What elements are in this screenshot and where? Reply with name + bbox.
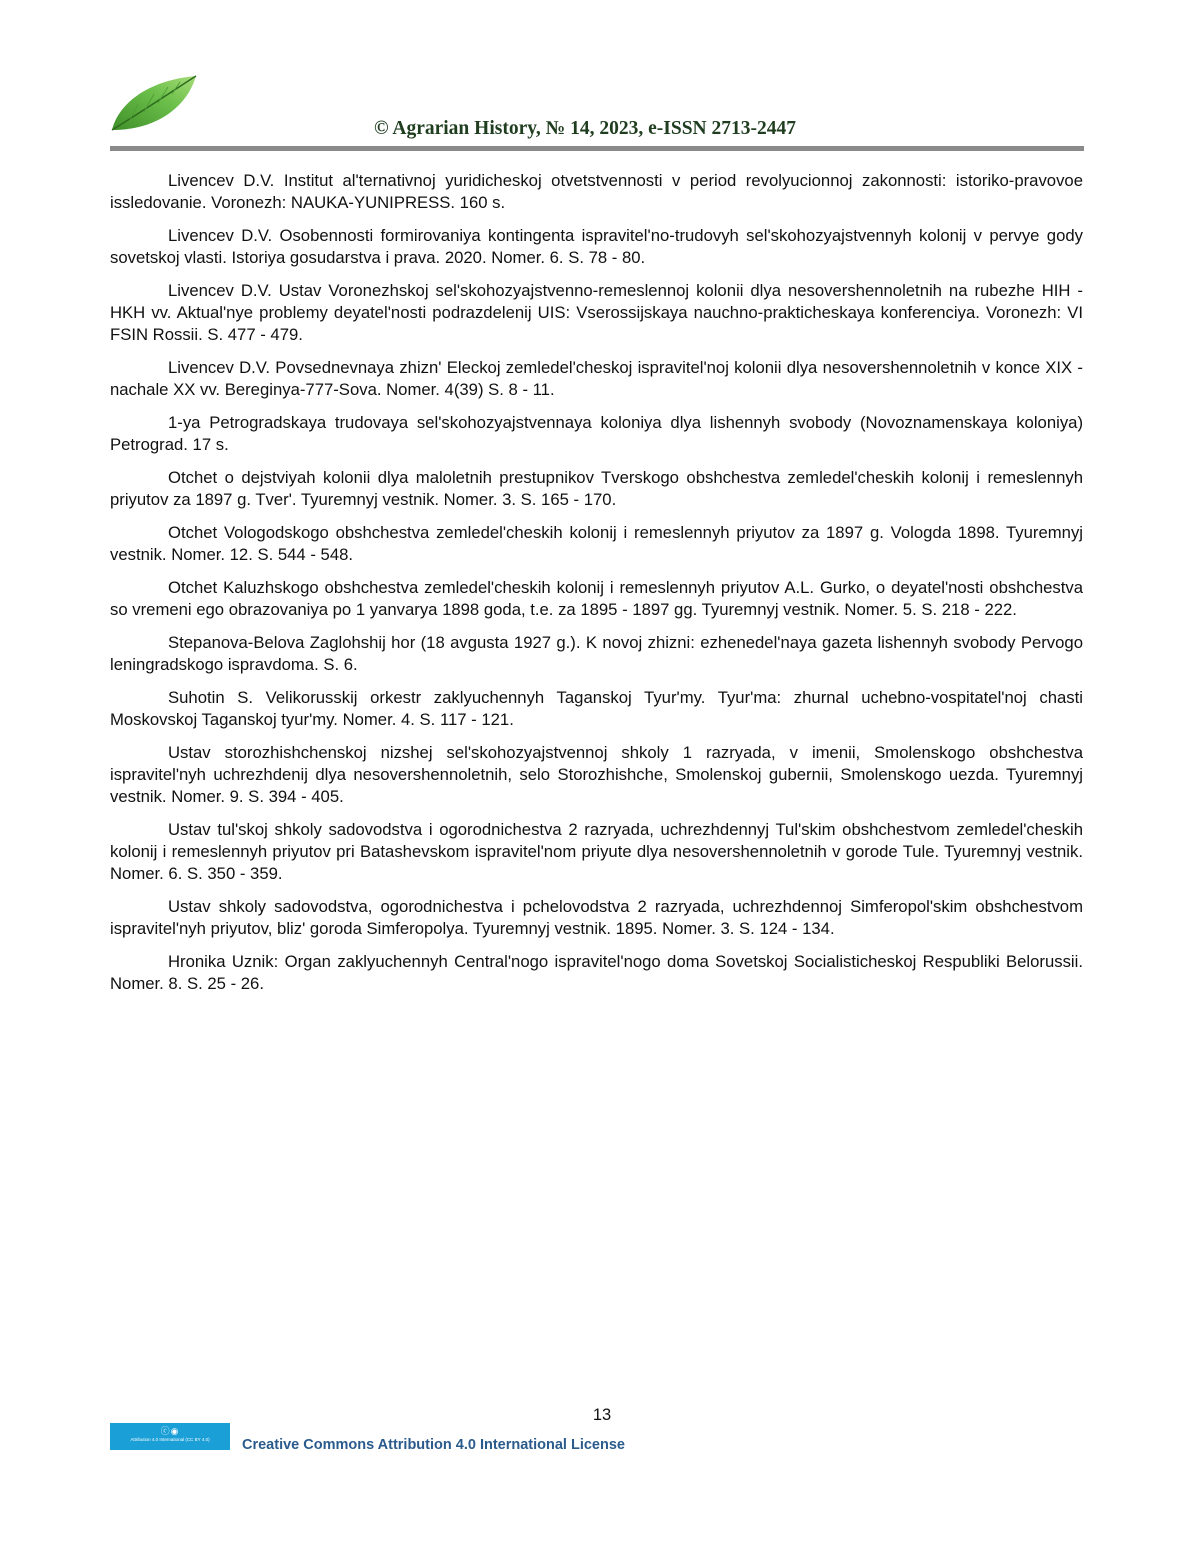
cc-by-badge-icon[interactable] (110, 1423, 230, 1450)
journal-title: © Agrarian History, № 14, 2023, e-ISSN 2713-2447 (374, 118, 796, 139)
reference-item: Otchet Kaluzhskogo obshchestva zemledel'cheskih kolonij i remeslennyh priyutov A.L. Gurko, o deyatel'nosti obshchestva so vremeni ego obrazovaniya po 1 yanvarya 1898 goda, t.e. za 1895 - 1897 gg. Tyuremnyj vestnik. Nomer. 5. S. 218 - 222. (110, 578, 1083, 619)
reference-item: Stepanova-Belova Zaglohshij hor (18 avgusta 1927 g.). K novoj zhizni: ezhenedel'naya gazeta lishennyh svobody Pervogo leningradskogo ispravdoma. S. 6. (110, 633, 1083, 674)
reference-item: Otchet o dejstviyah kolonii dlya maloletnih prestupnikov Tverskogo obshchestva zemledel'cheskih kolonij i remeslennyh priyutov za 1897 g. Tver'. Tyuremnyj vestnik. Nomer. 3. S. 165 - 170. (110, 468, 1083, 509)
header-divider (110, 146, 1084, 151)
reference-item: Ustav shkoly sadovodstva, ogorodnichestva i pchelovodstva 2 razryada, uchrezhdennoj Simferopol'skim obshchestvom ispravitel'nyh priyutov, bliz' goroda Simferopolya. Tyuremnyj vestnik. 1895. Nomer. 3. S. 124 - 134. (110, 897, 1083, 938)
page-number: 13 (592, 1406, 612, 1424)
reference-item: 1-ya Petrogradskaya trudovaya sel'skohozyajstvennaya koloniya dlya lishennyh svobody (Novoznamenskaya koloniya) Petrograd. 17 s. (110, 413, 1083, 454)
reference-item: Ustav storozhishchenskoj nizshej sel'skohozyajstvennoj shkoly 1 razryada, v imenii, Smolenskogo obshchestva ispravitel'nyh uchrezhdenij dlya nesovershennoletnih, selo Storozhishche, Smolenskoj gubernii, Smolenskogo uezda. Tyuremnyj vestnik. Nomer. 9. S. 394 - 405. (110, 743, 1083, 806)
reference-item: Livencev D.V. Institut al'ternativnoj yuridicheskoj otvetstvennosti v period revolyucionnoj zakonnosti: istoriko-pravovoe issledovanie. Voronezh: NAUKA-YUNIPRESS. 160 s. (110, 171, 1083, 212)
cc-symbols-icon: ⓒ◉ (160, 1426, 180, 1436)
leaf-icon (108, 74, 200, 134)
reference-item: Ustav tul'skoj shkoly sadovodstva i ogorodnichestva 2 razryada, uchrezhdennyj Tul'skim obshchestvom zemledel'cheskih kolonij i remeslennyh priyutov pri Batashevskom ispravitel'nom priyute dlya nesovershennoletnih v gorode Tule. Tyuremnyj vestnik. Nomer. 6. S. 350 - 359. (110, 820, 1083, 883)
reference-item: Suhotin S. Velikorusskij orkestr zaklyuchennyh Taganskoj Tyur'my. Tyur'ma: zhurnal uchebno-vospitatel'noj chasti Moskovskoj Taganskoj tyur'my. Nomer. 4. S. 117 - 121. (110, 688, 1083, 729)
reference-item: Otchet Vologodskogo obshchestva zemledel'cheskih kolonij i remeslennyh priyutov za 1897 g. Vologda 1898. Tyuremnyj vestnik. Nomer. 12. S. 544 - 548. (110, 523, 1083, 564)
reference-item: Livencev D.V. Ustav Voronezhskoj sel'skohozyajstvenno-remeslennoj kolonii dlya nesovershennoletnih na rubezhe HIH - HKH vv. Aktual'nye problemy deyatel'nosti podrazdelenij UIS: Vserossijskaya nauchno-prakticheskaya konferenciya. Voronezh: VI FSIN Rossii. S. 477 - 479. (110, 281, 1083, 344)
reference-item: Hronika Uznik: Organ zaklyuchennyh Central'nogo ispravitel'nogo doma Sovetskoj Socialisticheskoj Respubliki Belorussii. Nomer. 8. S. 25 - 26. (110, 952, 1083, 993)
reference-item: Livencev D.V. Osobennosti formirovaniya kontingenta ispravitel'no-trudovyh sel'skohozyajstvennyh kolonij v pervye gody sovetskoj vlasti. Istoriya gosudarstva i prava. 2020. Nomer. 6. S. 78 - 80. (110, 226, 1083, 267)
cc-badge-text: Attribution 4.0 International (CC BY 4.0) (130, 1437, 210, 1442)
license-link[interactable]: Creative Commons Attribution 4.0 International License (242, 1437, 625, 1453)
reference-list (110, 170, 1083, 1006)
reference-item: Livencev D.V. Povsednevnaya zhizn' Eleckoj zemledel'cheskoj ispravitel'noj kolonii dlya nesovershennoletnih v konce XIX - nachale XX vv. Bereginya-777-Sova. Nomer. 4(39) S. 8 - 11. (110, 358, 1083, 399)
